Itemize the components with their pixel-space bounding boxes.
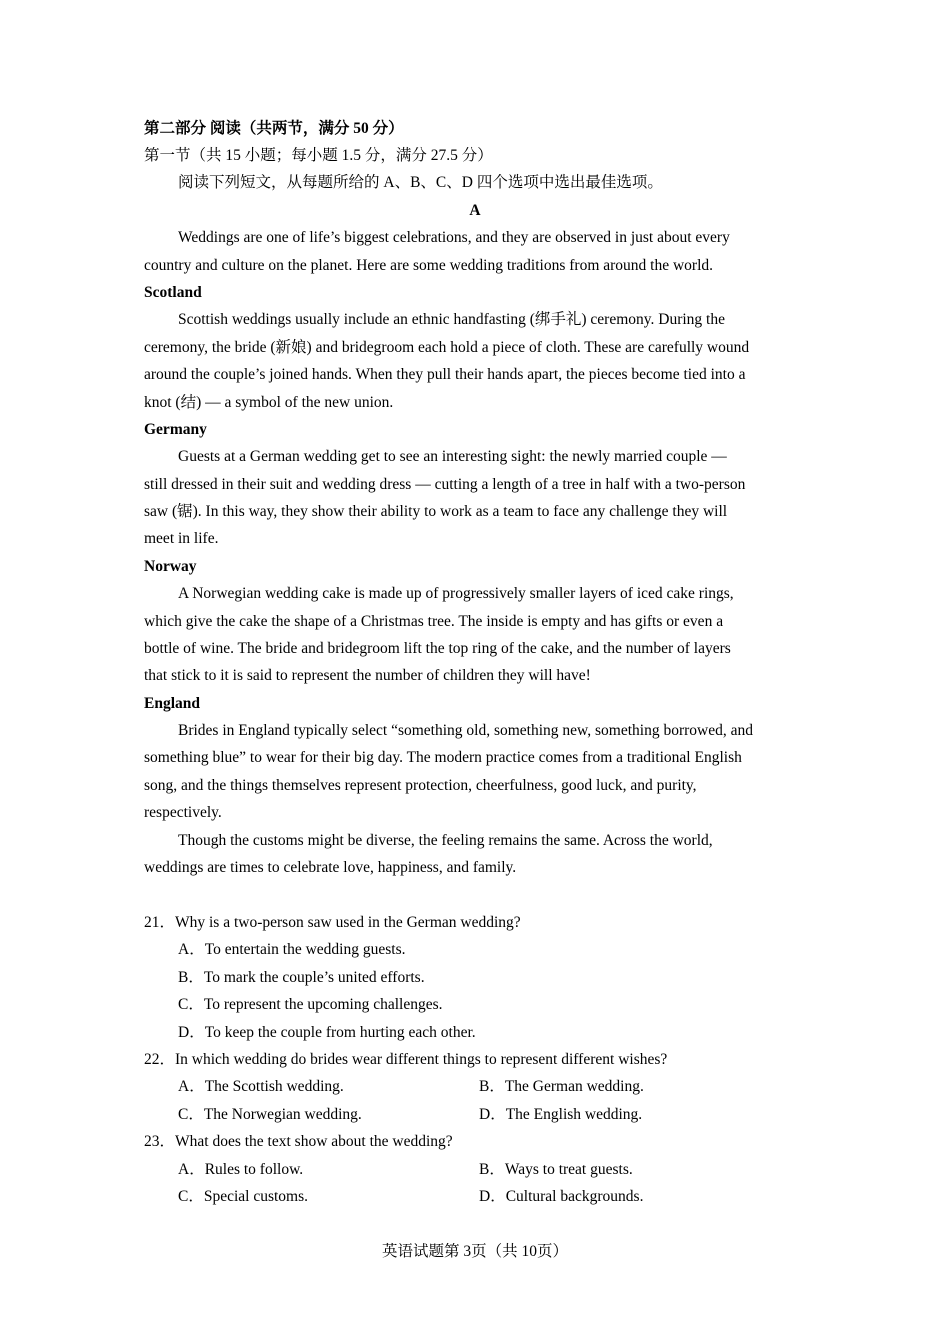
section-title: 第一节（共 15 小题；每小题 1.5 分，满分 27.5 分） xyxy=(144,147,493,164)
germany-line: still dressed in their suit and wedding dress — cutting a length of a tree in half with a two-person xyxy=(144,476,746,493)
question-23-stem: 23．What does the text show about the wedding? xyxy=(144,1133,453,1150)
question-22-option-c: C．The Norwegian wedding. xyxy=(178,1106,362,1123)
conclusion-line: weddings are times to celebrate love, happiness, and family. xyxy=(144,859,517,876)
section-heading-scotland: Scotland xyxy=(144,284,202,301)
question-23-option-b: B．Ways to treat guests. xyxy=(479,1161,633,1178)
question-21-option-b: B．To mark the couple’s united efforts. xyxy=(178,969,425,986)
question-22-option-b: B．The German wedding. xyxy=(479,1078,644,1095)
norway-line: which give the cake the shape of a Christmas tree. The inside is empty and has gifts or even a xyxy=(144,613,724,630)
intro-line: Weddings are one of life’s biggest celebrations, and they are observed in just about every xyxy=(178,229,730,246)
section-heading-norway: Norway xyxy=(144,558,197,575)
passage-label: A xyxy=(469,202,481,219)
question-23-option-a: A．Rules to follow. xyxy=(178,1161,304,1178)
question-21-stem: 21．Why is a two-person saw used in the German wedding? xyxy=(144,914,521,931)
england-line: Brides in England typically select “something old, something new, something borrowed, and xyxy=(178,722,753,739)
question-21-option-a: A．To entertain the wedding guests. xyxy=(178,941,406,958)
england-line: song, and the things themselves represent protection, cheerfulness, good luck, and purity, xyxy=(144,777,697,794)
question-22-option-d: D．The English wedding. xyxy=(479,1106,643,1123)
question-21-option-d: D．To keep the couple from hurting each other. xyxy=(178,1024,476,1041)
germany-line: meet in life. xyxy=(144,530,219,547)
question-23-option-d: D．Cultural backgrounds. xyxy=(479,1188,644,1205)
scotland-line: ceremony, the bride (新娘) and bridegroom each hold a piece of cloth. These are carefully wound xyxy=(144,339,750,356)
intro-line: country and culture on the planet. Here are some wedding traditions from around the world. xyxy=(144,257,714,274)
section-heading-germany: Germany xyxy=(144,421,207,438)
question-23-option-c: C．Special customs. xyxy=(178,1188,309,1205)
page-footer: 英语试题第 3页（共 10页） xyxy=(381,1243,568,1260)
norway-line: that stick to it is said to represent the number of children they will have! xyxy=(144,667,591,684)
conclusion-line: Though the customs might be diverse, the feeling remains the same. Across the world, xyxy=(178,832,713,849)
germany-line: saw (锯). In this way, they show their ability to work as a team to face any challenge they will xyxy=(144,503,728,520)
instruction: 阅读下列短文，从每题所给的 A、B、C、D 四个选项中选出最佳选项。 xyxy=(178,174,663,191)
part-title: 第二部分 阅读（共两节，满分 50 分） xyxy=(144,120,404,137)
norway-line: bottle of wine. The bride and bridegroom lift the top ring of the cake, and the number of layers xyxy=(144,640,731,657)
germany-line: Guests at a German wedding get to see an interesting sight: the newly married couple — xyxy=(178,448,727,465)
section-heading-england: England xyxy=(144,695,201,712)
scotland-line: Scottish weddings usually include an ethnic handfasting (绑手礼) ceremony. During the xyxy=(178,311,725,328)
question-22-stem: 22．In which wedding do brides wear different things to represent different wishes? xyxy=(144,1051,668,1068)
question-22-option-a: A．The Scottish wedding. xyxy=(178,1078,344,1095)
england-line: respectively. xyxy=(144,804,222,821)
question-21-option-c: C．To represent the upcoming challenges. xyxy=(178,996,443,1013)
norway-line: A Norwegian wedding cake is made up of progressively smaller layers of iced cake rings, xyxy=(178,585,734,602)
scotland-line: around the couple’s joined hands. When they pull their hands apart, the pieces become tied into a xyxy=(144,366,746,383)
england-line: something blue” to wear for their big day. The modern practice comes from a traditional English xyxy=(144,749,742,766)
scotland-line: knot (结) — a symbol of the new union. xyxy=(144,394,394,411)
